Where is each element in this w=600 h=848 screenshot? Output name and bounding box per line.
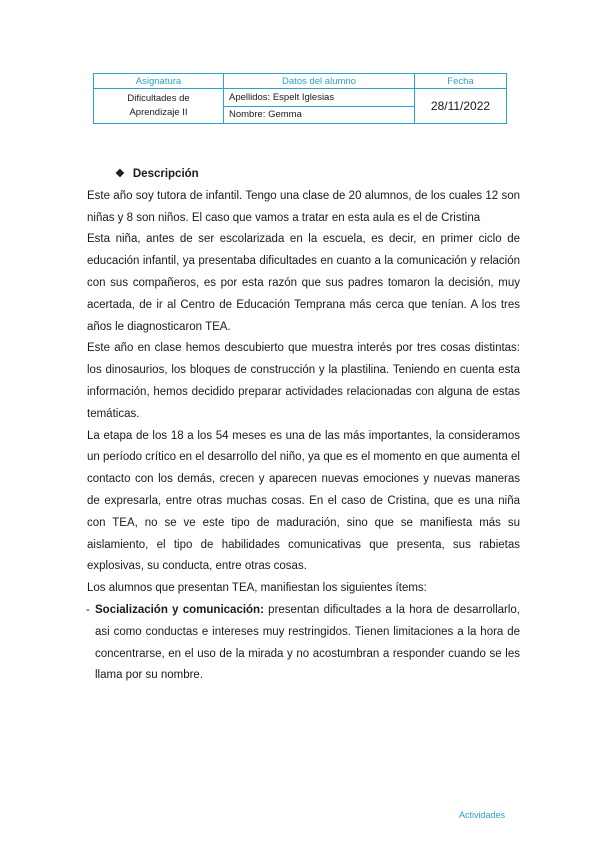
subject-line-2: Aprendizaje II bbox=[129, 107, 188, 118]
paragraph-3: Este año en clase hemos descubierto que muestra interés por tres cosas distintas: los dinosaurios, los bloques de construcción y la plastilina. Teniendo en cuenta esta información, hemos decidido preparar actividades relacionadas con alguna de estas temáticas. bbox=[87, 342, 520, 420]
paragraph-2: Esta niña, antes de ser escolarizada en la escuela, es decir, en primer ciclo de educación infantil, ya presentaba dificultades en cuanto a la comunicación y relación con sus compañeros, es por esta razón que sus padres tomaron la decisión, muy acertada, de ir al Centro de Educación Temprana más cerca que tenían. A los tres años le diagnosticaron TEA. bbox=[87, 233, 520, 333]
subject-header: Asignatura bbox=[94, 74, 224, 89]
surname-cell: Apellidos: Espelt Iglesias bbox=[224, 89, 415, 107]
section-heading bbox=[115, 164, 520, 186]
subject-line-1: Dificultades de bbox=[127, 93, 190, 104]
date-header: Fecha bbox=[415, 74, 507, 89]
section-title: Descripción bbox=[132, 168, 199, 180]
student-data-header: Datos del alumno bbox=[224, 74, 415, 89]
list-item bbox=[87, 600, 520, 687]
footer-label: Actividades bbox=[459, 810, 506, 820]
document-body bbox=[87, 164, 520, 687]
name-cell: Nombre: Gemma bbox=[224, 106, 415, 124]
diamond-bullet-icon: ❖ bbox=[115, 168, 125, 180]
list-item-text: presentan dificultades a la hora de desarrollarlo, asi como conductas e intereses muy restringidos. Tienen limitaciones a la hora de concentrarse, en el uso de la mirada y no acostumbran a responder cuando se les llama por su nombre. bbox=[95, 603, 520, 682]
list-item-label: Socialización y comunicación: bbox=[95, 603, 264, 616]
paragraph-5: Los alumnos que presentan TEA, manifiestan los siguientes ítems: bbox=[87, 582, 427, 595]
list-dash: - bbox=[86, 603, 90, 616]
date-cell: 28/11/2022 bbox=[415, 89, 507, 124]
header-table bbox=[93, 73, 507, 124]
paragraph-4: La etapa de los 18 a los 54 meses es una de las más importantes, la consideramos un período crítico en el desarrollo del niño, ya que es el momento en que aumenta el contacto con los demás, crecen y aparecen nuevas emociones y nuevas maneras de expresarla, entre otras muchas cosas. En el caso de Cristina, que es una niña con TEA, no se ve este tipo de maduración, sino que se manifiesta más su aislamiento, el tipo de habilidades comunicativas que presenta, sus rabietas explosivas, su conducta, entre otras cosas. bbox=[87, 429, 520, 573]
paragraph-1: Este año soy tutora de infantil. Tengo una clase de 20 alumnos, de los cuales 12 son niñas y 8 son niños. El caso que vamos a tratar en esta aula es el de Cristina bbox=[87, 189, 520, 224]
subject-cell bbox=[94, 89, 224, 124]
